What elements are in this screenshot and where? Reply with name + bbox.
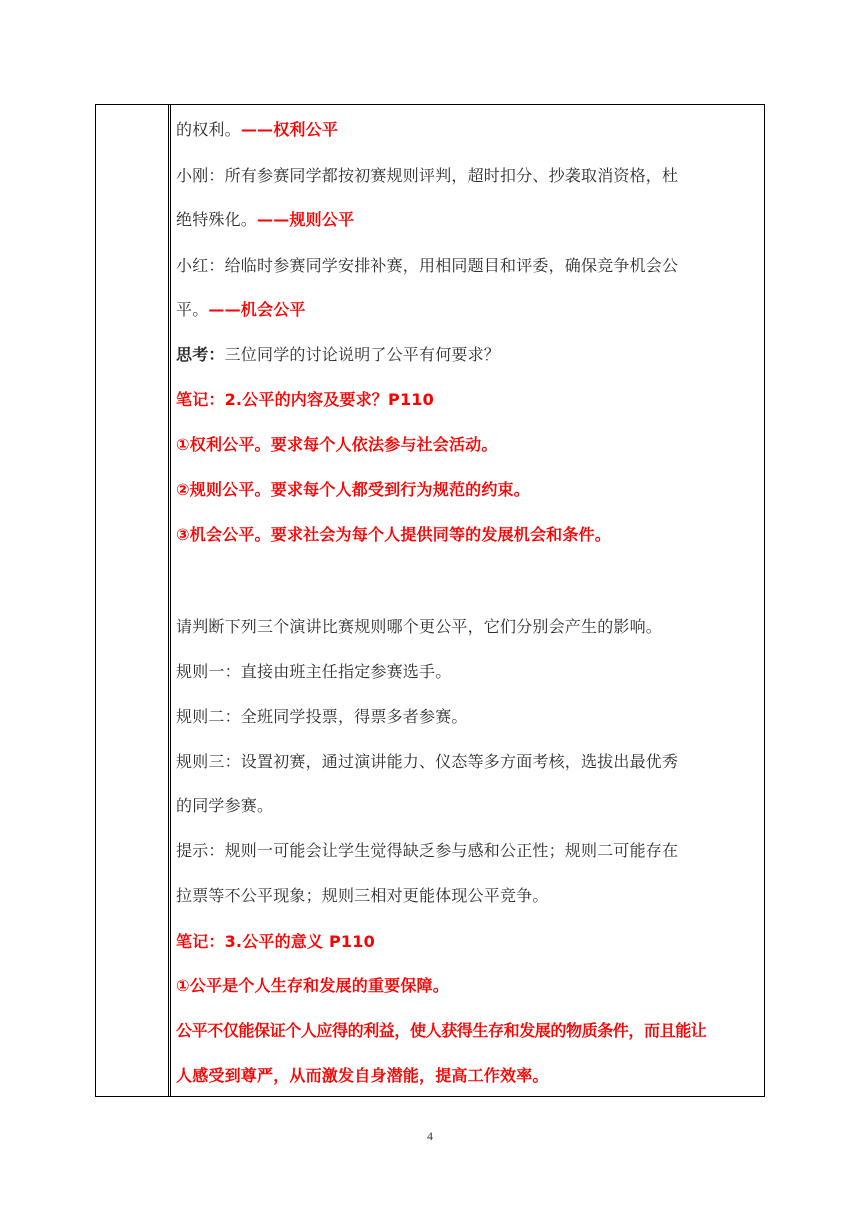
text-line: 的同学参赛。 xyxy=(176,796,274,815)
text-line: 小刚：所有参赛同学都按初赛规则评判，超时扣分、抄袭取消资格，杜 xyxy=(176,166,679,185)
note-item: 人感受到尊严，从而激发自身潜能，提高工作效率。 xyxy=(176,1066,549,1085)
text-line: 规则三：设置初赛，通过演讲能力、仪态等多方面考核，选拔出最优秀 xyxy=(176,752,679,771)
text-line: 拉票等不公平现象；规则三相对更能体现公平竞争。 xyxy=(176,886,549,905)
note-item: ①权利公平。要求每个人依法参与社会活动。 xyxy=(176,435,498,454)
text-line: 思考：三位同学的讨论说明了公平有何要求？ xyxy=(176,345,501,364)
lesson-table xyxy=(95,104,765,1097)
page-number: 4 xyxy=(427,1129,433,1143)
note-item: ②规则公平。要求每个人都受到行为规范的约束。 xyxy=(176,480,530,499)
note-item: ①公平是个人生存和发展的重要保障。 xyxy=(176,976,449,995)
note-item: 公平不仅能保证个人应得的利益，使人获得生存和发展的物质条件，而且能让 xyxy=(176,1021,707,1040)
text-line: 提示：规则一可能会让学生觉得缺乏参与感和公正性；规则二可能存在 xyxy=(176,841,679,860)
column-divider xyxy=(168,105,169,1096)
text-line: 规则一：直接由班主任指定参赛选手。 xyxy=(176,662,452,681)
column-divider xyxy=(170,105,171,1096)
note-heading: 笔记：3.公平的意义 P110 xyxy=(176,932,375,951)
text-line: 小红：给临时参赛同学安排补赛，用相同题目和评委，确保竞争机会公 xyxy=(176,256,679,275)
note-heading: 笔记：2.公平的内容及要求？P110 xyxy=(176,390,434,409)
text-line: 的权利。——权利公平 xyxy=(176,120,339,139)
text-line: 平。——机会公平 xyxy=(176,300,306,319)
note-item: ③机会公平。要求社会为每个人提供同等的发展机会和条件。 xyxy=(176,525,611,544)
text-line: 绝特殊化。——规则公平 xyxy=(176,210,355,229)
text-line: 请判断下列三个演讲比赛规则哪个更公平，它们分别会产生的影响。 xyxy=(176,617,663,636)
text-line: 规则二：全班同学投票，得票多者参赛。 xyxy=(176,707,468,726)
